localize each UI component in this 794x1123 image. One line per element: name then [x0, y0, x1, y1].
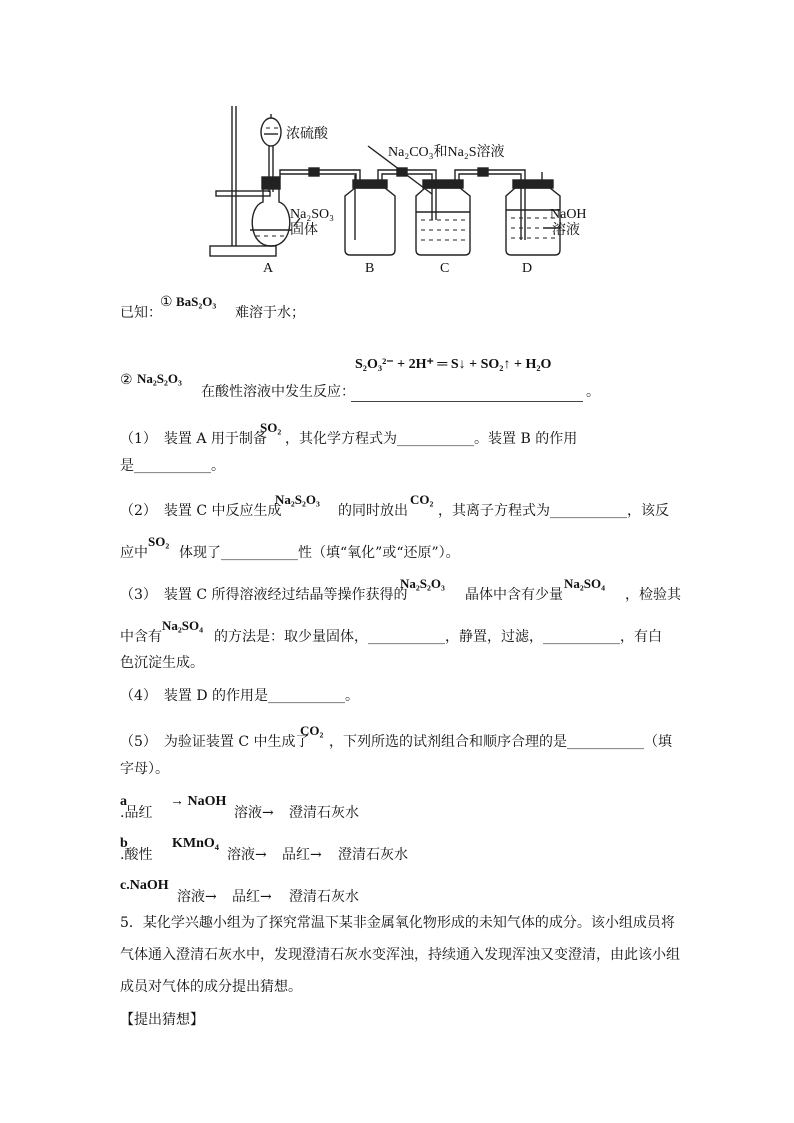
q2-formula-co2: CO₂	[410, 492, 434, 507]
q1-part2: ，其化学方程式为___________。装置 B 的作用	[285, 431, 578, 447]
q2-formula-so2: SO₂	[148, 534, 170, 549]
round-flask	[252, 189, 289, 246]
q6-line1: 5．某化学兴趣小组为了探究常温下某非金属氧化物形成的未知气体的成分。该小组成员将	[120, 915, 675, 931]
apparatus-diagram	[200, 100, 620, 280]
option-b-p2: 溶液→	[227, 847, 267, 863]
option-b-p1: .酸性	[120, 847, 153, 863]
q3-part5: 的方法是：取少量固体，___________，静置，过滤，___________，有白	[214, 629, 662, 645]
q3-part3: ，检验其	[625, 587, 681, 603]
label-conc-h2so4: 浓硫酸	[286, 127, 328, 142]
q5-part3: 字母）。	[120, 761, 169, 777]
q5-formula-co2: CO₂	[300, 723, 324, 738]
known-item1-text: 难溶于水；	[235, 305, 305, 321]
q5-part1: （5） 为验证装置 C 中生成了	[120, 734, 310, 750]
stand-base	[210, 246, 276, 256]
label-solution: 溶液	[552, 223, 580, 238]
equation-underline	[351, 401, 583, 402]
q1-formula-so2: SO₂	[260, 420, 282, 435]
q1-part1: （1） 装置 A 用于制备	[120, 431, 267, 447]
label-a: A	[263, 261, 274, 276]
flask-stopper	[262, 177, 280, 189]
known-prefix: 已知：	[120, 305, 162, 321]
option-b-p4: 澄清石灰水	[338, 847, 408, 863]
label-c: C	[440, 261, 450, 276]
known-item1-num: ①	[160, 294, 173, 310]
label-na2co3-na2s: Na₂CO₃和Na₂S溶液	[388, 145, 505, 160]
q2-part1: （2） 装置 C 中反应生成	[120, 503, 282, 519]
option-c-p3: 品红→	[232, 889, 272, 905]
reaction-equation: S₂O₃²⁻ + 2H⁺ ═ S↓ + SO₂↑ + H₂O	[355, 357, 552, 372]
separatory-funnel	[261, 118, 281, 146]
q2-part3: ，其离子方程式为___________，该反	[438, 503, 669, 519]
q3-part4: 中含有	[120, 629, 162, 645]
option-b-letter: b	[120, 836, 128, 851]
known-item1-formula: BaS₂O₃	[176, 294, 217, 309]
option-c-p2: 溶液→	[177, 889, 217, 905]
q1-part3: 是___________。	[120, 458, 225, 474]
q5-part2: ，下列所选的试剂组合和顺序合理的是___________（填	[329, 734, 672, 750]
clamp	[216, 191, 270, 196]
q4-text: （4） 装置 D 的作用是___________。	[120, 688, 360, 704]
q3-part2: 晶体中含有少量	[465, 587, 563, 603]
label-naoh: NaOH	[550, 207, 587, 222]
q2-formula-na2s2o3: Na₂S₂O₃	[275, 492, 320, 507]
q3-formula-na2so4: Na₂SO₄	[564, 576, 606, 591]
q3-formula-na2so4-2: Na₂SO₄	[162, 618, 204, 633]
q3-part1: （3） 装置 C 所得溶液经过结晶等操作获得的	[120, 587, 408, 603]
known-item2-formula: Na₂S₂O₃	[137, 371, 182, 386]
option-a-letter: a	[120, 794, 127, 809]
q3-formula-na2s2o3: Na₂S₂O₃	[400, 576, 445, 591]
label-d: D	[522, 261, 533, 276]
option-a-p1: .品红	[120, 805, 153, 821]
q6-line2: 气体通入澄清石灰水中，发现澄清石灰水变浑浊，持续通入发现浑浊又变澄清，由此该小组	[120, 947, 680, 963]
option-c-naoh: c.NaOH	[120, 878, 169, 893]
q6-heading: 【提出猜想】	[120, 1012, 204, 1028]
q3-part6: 色沉淀生成。	[120, 655, 204, 671]
option-b-kmno4: KMnO₄	[172, 836, 219, 851]
q6-line3: 成员对气体的成分提出猜想。	[120, 979, 302, 995]
option-a-p2: 溶液→	[234, 805, 274, 821]
label-na2so3: Na₂SO₃	[290, 207, 334, 222]
option-a-p3: 澄清石灰水	[289, 805, 359, 821]
q2-part4: 应中	[120, 545, 148, 561]
q2-part2: 的同时放出	[338, 503, 408, 519]
bottle-c	[416, 188, 470, 255]
known-item2-num: ②	[120, 372, 133, 388]
bottle-b	[345, 188, 395, 255]
known-item2-end: 。	[586, 384, 600, 400]
option-a-naoh: → NaOH	[170, 794, 227, 809]
label-b: B	[365, 261, 375, 276]
label-solid: 固体	[290, 223, 318, 238]
option-b-p3: 品红→	[282, 847, 322, 863]
option-c-p4: 澄清石灰水	[289, 889, 359, 905]
known-item2-text: 在酸性溶液中发生反应：	[201, 384, 355, 400]
q2-part5: 体现了___________性（填“氧化”或“还原”）。	[179, 545, 460, 561]
